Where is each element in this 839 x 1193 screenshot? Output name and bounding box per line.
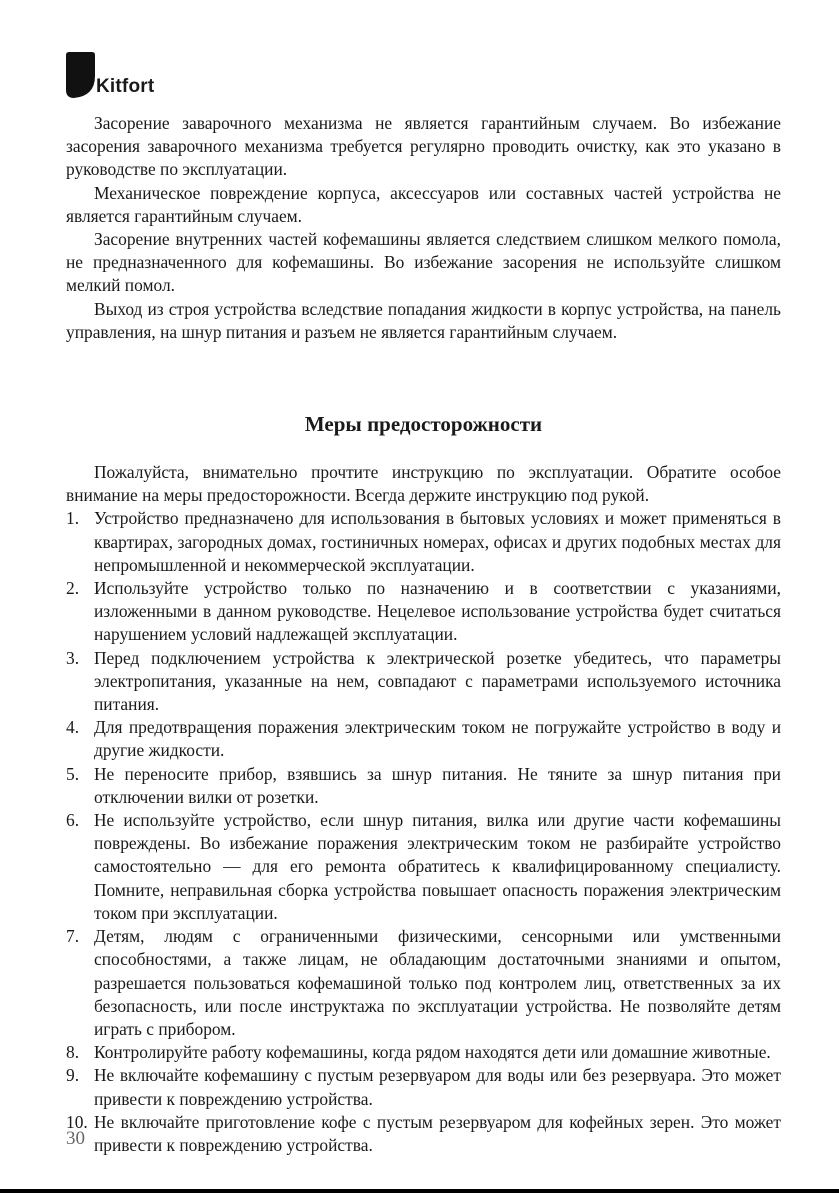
precautions-list bbox=[66, 507, 781, 1157]
warranty-paragraph: Выход из строя устройства вследствие попадания жидкости в корпус устройства, на панель управления, на шнур питания и разъем не является гарантийным случаем. bbox=[66, 298, 781, 342]
item-number: 9. bbox=[66, 1065, 80, 1086]
item-text: Для предотвращения поражения электрическим током не погружайте устройство в воду и другие жидкости. bbox=[94, 717, 781, 761]
item-number: 5. bbox=[66, 763, 80, 784]
item-text: Не используйте устройство, если шнур питания, вилка или другие части кофемашины повреждены. Во избежание поражения электрическим током не разбирайте устройство самостоятельно — для его ремонта обратитесь к квалифицированному специалисту. Помните, неправильная сборка устройства повышает опасность поражения электрическим током при эксплуатации. bbox=[94, 810, 781, 923]
page-content bbox=[66, 112, 781, 1157]
item-number: 3. bbox=[66, 647, 80, 668]
warranty-paragraph: Засорение заварочного механизма не является гарантийным случаем. Во избежание засорения заварочного механизма требуется регулярно проводить очистку, как это указано в руководстве по эксплуатации. bbox=[66, 113, 781, 180]
item-text: Не включайте приготовление кофе с пустым резервуаром для кофейных зерен. Это может привести к повреждению устройства. bbox=[94, 1111, 781, 1155]
item-number: 2. bbox=[66, 578, 80, 599]
list-item bbox=[66, 763, 781, 809]
item-text: Не включайте кофемашину с пустым резервуаром для воды или без резервуара. Это может привести к повреждению устройства. bbox=[94, 1065, 781, 1109]
list-item bbox=[66, 577, 781, 647]
item-number: 1. bbox=[66, 508, 80, 529]
kitfort-logo bbox=[66, 52, 186, 102]
list-item bbox=[66, 1041, 781, 1064]
item-number: 8. bbox=[66, 1042, 80, 1063]
item-number: 7. bbox=[66, 926, 80, 947]
list-item bbox=[66, 647, 781, 717]
item-number: 6. bbox=[66, 810, 80, 831]
list-item bbox=[66, 809, 781, 925]
item-text: Используйте устройство только по назначению и в соответствии с указаниями, изложенными в данном руководстве. Нецелевое использование устройства будет считаться нарушением условий надлежащей эксплуатации. bbox=[94, 578, 781, 645]
list-item bbox=[66, 925, 781, 1041]
page-number: 30 bbox=[66, 1128, 85, 1149]
item-text: Детям, людям с ограниченными физическими, сенсорными или умственными способностями, а также лицам, не обладающим достаточными знаниями и опытом, разрешается пользоваться кофемашиной только под контролем лиц, ответственных за их безопасность, или после инструктажа по эксплуатации устройства. Не позволяйте детям играть с прибором. bbox=[94, 926, 781, 1039]
item-text: Не переносите прибор, взявшись за шнур питания. Не тяните за шнур питания при отключении вилки от розетки. bbox=[94, 763, 781, 807]
list-item bbox=[66, 1111, 781, 1157]
warranty-paragraph: Механическое повреждение корпуса, аксессуаров или составных частей устройства не является гарантийным случаем. bbox=[66, 182, 781, 226]
bottom-border bbox=[0, 1189, 839, 1193]
intro-paragraph: Пожалуйста, внимательно прочтите инструкцию по эксплуатации. Обратите особое внимание на меры предосторожности. Всегда держите инструкцию под рукой. bbox=[66, 462, 781, 506]
list-item bbox=[66, 1064, 781, 1110]
section-title: Меры предосторожности bbox=[304, 412, 543, 437]
kitfort-logo-mark-icon bbox=[66, 52, 95, 98]
logo-text: Kitfort bbox=[96, 76, 155, 97]
item-text: Контролируйте работу кофемашины, когда рядом находятся дети или домашние животные. bbox=[94, 1042, 771, 1063]
item-text: Устройство предназначено для использования в бытовых условиях и может применяться в квартирах, загородных домах, гостиничных номерах, офисах и других подобных местах для непромышленной и некоммерческой эксплуатации. bbox=[94, 508, 781, 575]
item-text: Перед подключением устройства к электрической розетке убедитесь, что параметры электропитания, указанные на нем, совпадают с параметрами используемого источника питания. bbox=[94, 647, 781, 715]
item-number: 4. bbox=[66, 717, 80, 738]
list-item bbox=[66, 507, 781, 577]
list-item bbox=[66, 716, 781, 762]
item-number: 10. bbox=[66, 1111, 88, 1132]
warranty-paragraph: Засорение внутренних частей кофемашины является следствием слишком мелкого помола, не предназначенного для кофемашины. Во избежание засорения не используйте слишком мелкий помол. bbox=[66, 229, 781, 296]
